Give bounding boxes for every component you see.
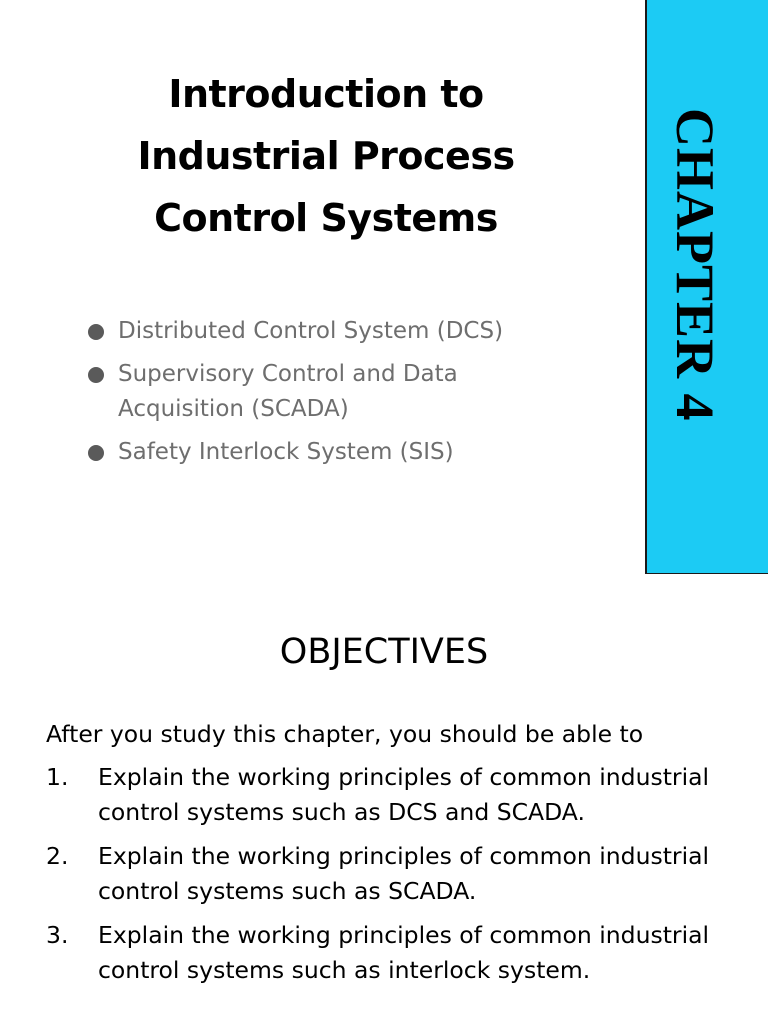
objective-number: 1. [46,763,69,791]
title-line-1: Introduction to [168,72,484,117]
bullet-icon [88,367,104,383]
topic-list [88,314,568,478]
objective-item [46,839,746,909]
topic-label: Distributed Control System (DCS) [118,318,504,344]
bullet-icon [88,324,104,340]
objective-number: 3. [46,921,69,949]
objectives-intro: After you study this chapter, you should be able to [46,720,644,748]
objective-number: 2. [46,842,69,870]
page-title [0,63,652,249]
topic-label: Supervisory Control and Data Acquisition (SCADA) [118,361,458,422]
topic-item-dcs [88,314,568,349]
objective-text: Explain the working principles of common industrial control systems such as interlock system. [98,921,710,984]
objective-item [46,918,746,988]
chapter-band [645,0,768,574]
topic-label: Safety Interlock System (SIS) [118,439,454,465]
objectives-heading: OBJECTIVES [279,632,489,672]
title-line-2: Industrial Process [137,134,515,179]
objective-text: Explain the working principles of common industrial control systems such as DCS and SCADA. [98,763,710,826]
objectives-list [46,760,746,997]
chapter-label: CHAPTER 4 [665,108,725,422]
bullet-icon [88,445,104,461]
topic-item-sis [88,435,568,470]
title-line-3: Control Systems [154,196,498,241]
objective-text: Explain the working principles of common industrial control systems such as SCADA. [98,842,710,905]
objective-item [46,760,746,830]
topic-item-scada [88,357,568,427]
